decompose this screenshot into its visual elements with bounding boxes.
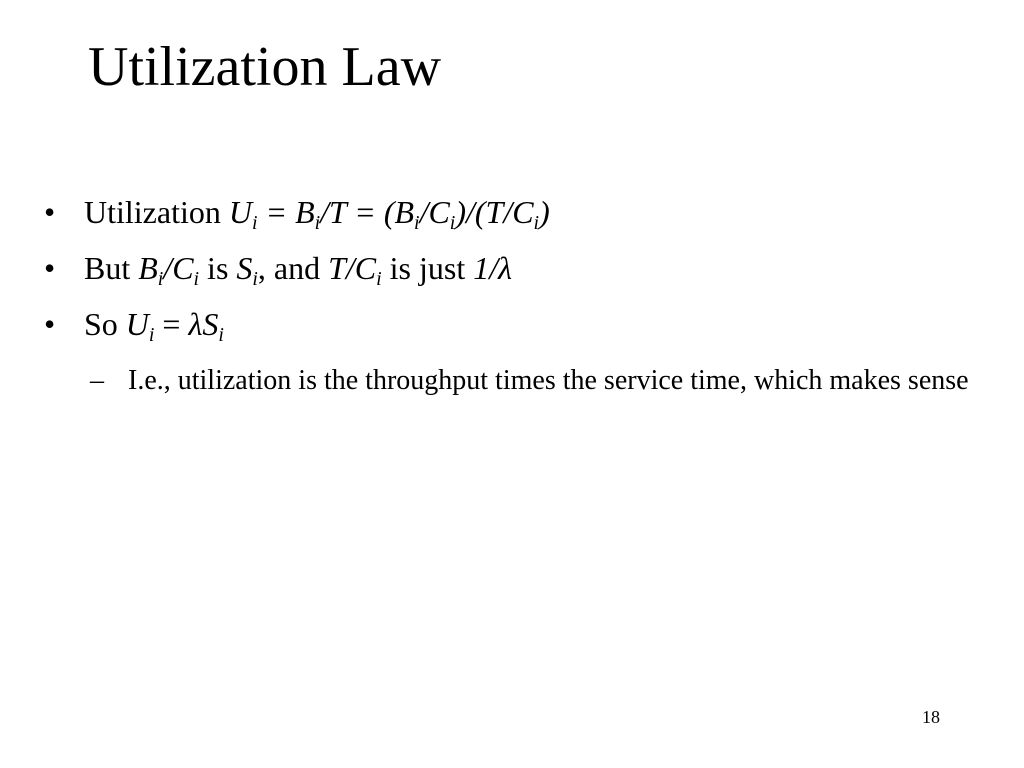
text-run: is	[199, 250, 237, 286]
math-var: U	[228, 194, 252, 230]
math-var: U	[125, 306, 149, 342]
sub-bullet-text: I.e., utilization is the throughput times the service time, which makes sense	[128, 365, 969, 396]
math-expr: 1/λ	[473, 250, 512, 286]
math-expr: T/C	[328, 250, 377, 286]
math-subscript: i	[314, 211, 321, 234]
math-var: B	[295, 194, 315, 230]
math-subscript: i	[252, 267, 258, 290]
math-op: =	[154, 306, 189, 342]
math-var: S	[236, 250, 253, 286]
text-run: , and	[257, 250, 329, 286]
bullet-text	[84, 304, 224, 344]
math-subscript: i	[148, 323, 155, 346]
math-subscript: i	[414, 211, 420, 234]
math-subscript: i	[218, 323, 224, 346]
math-expr: )	[539, 194, 550, 230]
bullet-dot: •	[44, 306, 56, 342]
bullet-dot: •	[44, 250, 56, 286]
math-subscript: i	[157, 267, 164, 290]
text-run: But	[84, 250, 139, 286]
bullet-text	[84, 192, 550, 232]
text-run: Utilization	[84, 194, 229, 230]
math-subscript: i	[193, 267, 200, 290]
math-expr: /C	[419, 194, 450, 230]
math-var: B	[138, 250, 158, 286]
math-expr: /T	[320, 194, 347, 230]
math-var: S	[202, 306, 219, 342]
slide-title: Utilization Law	[88, 36, 442, 98]
bullet-dot: •	[44, 194, 56, 230]
page-number: 18	[922, 707, 940, 727]
math-subscript: i	[251, 211, 258, 234]
math-op: =	[346, 194, 384, 230]
math-expr: )/(T/C	[455, 194, 534, 230]
sub-bullet-dash: –	[90, 365, 104, 396]
text-run: So	[84, 306, 126, 342]
math-expr: (B	[383, 194, 415, 230]
math-op: =	[257, 194, 296, 230]
math-subscript: i	[376, 267, 382, 290]
math-var: λ	[188, 306, 203, 342]
math-expr: /C	[163, 250, 194, 286]
math-subscript: i	[533, 211, 540, 234]
text-run: is just	[381, 250, 474, 286]
bullet-text	[84, 248, 512, 288]
math-subscript: i	[449, 211, 456, 234]
